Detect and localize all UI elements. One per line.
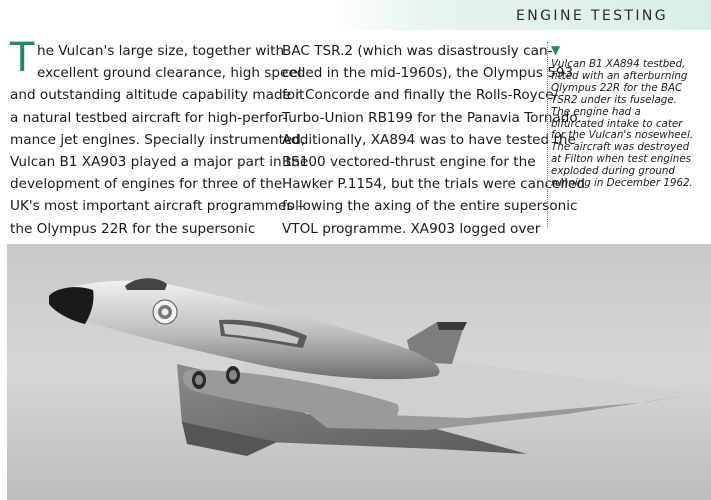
- text-line: the Olympus 22R for the supersonic: [10, 220, 256, 237]
- article-column-2: [282, 40, 585, 240]
- caption-line: The engine had a: [551, 105, 641, 118]
- text-line: Vulcan B1 XA903 played a major part in the: [10, 154, 309, 171]
- text-line: BAC TSR.2 (which was disastrously can-: [282, 43, 553, 59]
- caption-line: The aircraft was destroyed: [551, 141, 690, 154]
- drop-cap: T: [10, 35, 35, 81]
- text-line: Hawker P.1154, but the trials were cancelled: [282, 176, 585, 193]
- caption-line: Vulcan B1 XA894 testbed,: [551, 58, 686, 70]
- text-line: he Vulcan's large size, together with: [37, 43, 285, 59]
- caption-line: for the Vulcan's nosewheel.: [551, 129, 694, 142]
- caption-line: fitted with an afterburning: [551, 69, 688, 82]
- text-line: for Concorde and finally the Rolls-Royce/: [282, 87, 559, 104]
- triangle-down-icon: ▼: [551, 43, 561, 57]
- caption-line: bifurcated intake to cater: [551, 117, 683, 130]
- text-line: excellent ground clearance, high speed: [37, 65, 306, 82]
- column-divider: [547, 42, 548, 228]
- text-line: VTOL programme. XA903 logged over: [282, 220, 541, 237]
- section-title: ENGINE TESTING: [516, 8, 668, 24]
- text-line: celled in the mid-1960s), the Olympus 593: [282, 65, 574, 82]
- text-line: and outstanding altitude capability made it: [10, 87, 305, 104]
- aircraft-photo: [7, 244, 711, 500]
- text-line: Additionally, XA894 was to have tested the: [282, 131, 576, 148]
- fin-tip: [437, 322, 467, 330]
- roundel: [153, 300, 177, 324]
- text-line: UK's most important aircraft programmes –: [10, 198, 305, 215]
- article-column-1: [10, 35, 309, 240]
- caption-line: running in December 1962.: [551, 177, 693, 190]
- text-line: mance jet engines. Specially instrumented,: [10, 131, 306, 148]
- text-line: BS100 vectored-thrust engine for the: [282, 154, 536, 171]
- photo-caption: [551, 44, 711, 190]
- text-line: Turbo-Union RB199 for the Panavia Tornado.: [282, 109, 582, 126]
- caption-line: exploded during ground: [551, 165, 675, 178]
- caption-line: TSR2 under its fuselage.: [551, 93, 677, 106]
- caption-line: at Filton when test engines: [551, 153, 692, 166]
- caption-line: Olympus 22R for the BAC: [551, 81, 683, 94]
- text-line: a natural testbed aircraft for high-perfor-: [10, 109, 288, 126]
- text-line: development of engines for three of the: [10, 176, 283, 193]
- text-line: following the axing of the entire supersonic: [282, 198, 578, 215]
